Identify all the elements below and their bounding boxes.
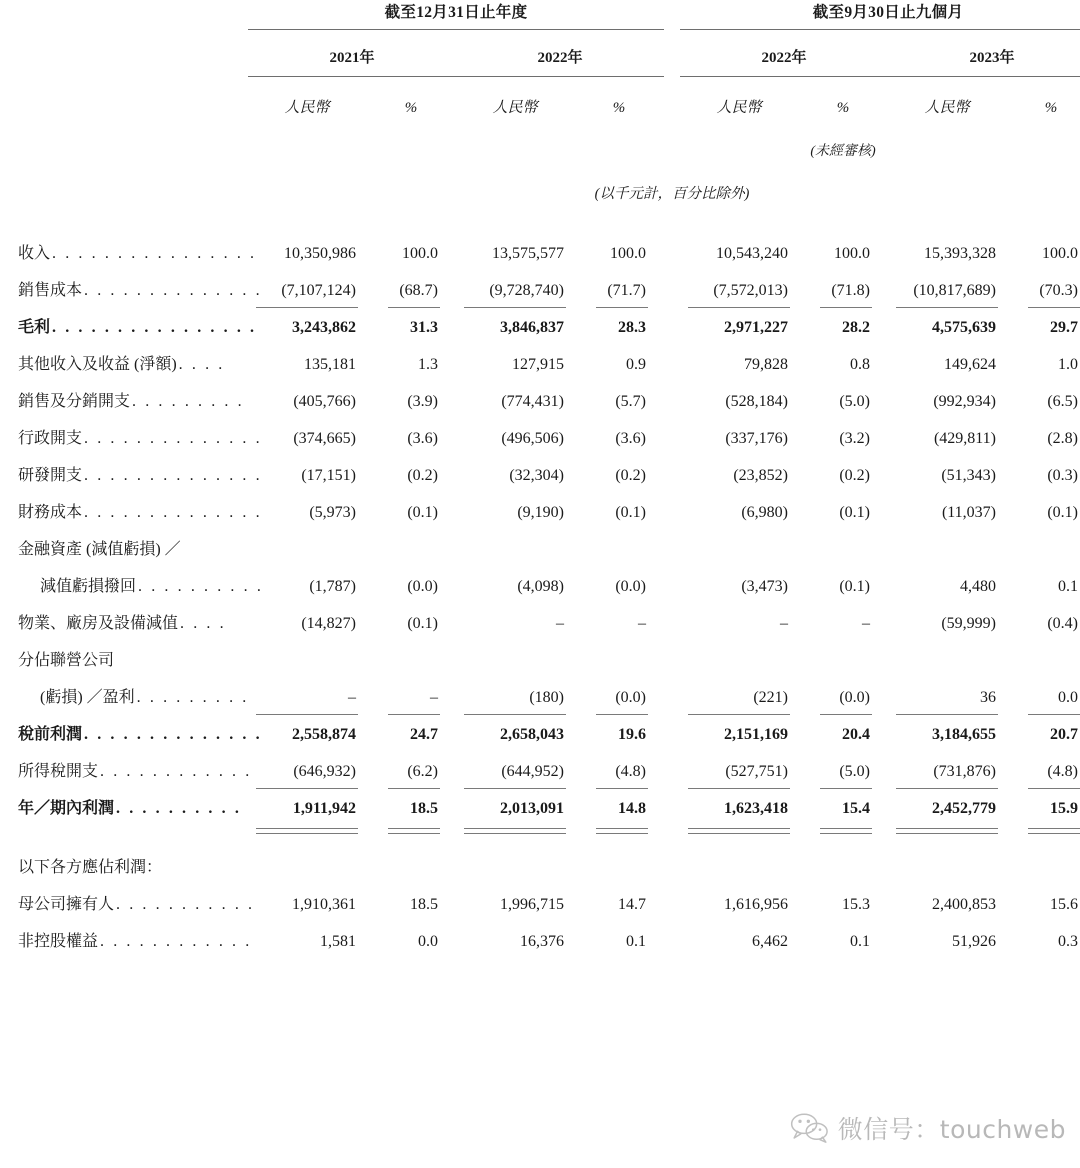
cell-amount: (527,751) — [725, 763, 788, 780]
cell-amount: 127,915 — [512, 356, 564, 373]
column-gap — [664, 566, 680, 603]
dot-leader: . . . . . . . . . . . . — [100, 763, 252, 780]
unaudited-blank-8 — [888, 119, 1006, 160]
row-label-text: 所得稅開支 — [18, 763, 99, 780]
dot-leader: . . . . . . . . . . — [116, 800, 242, 817]
cell-amount: 16,376 — [520, 933, 564, 950]
cell-percent: (0.2) — [407, 467, 438, 484]
cell-percent: 0.9 — [626, 356, 646, 373]
cell-amount: 6,462 — [752, 933, 788, 950]
cell-amount: (731,876) — [933, 763, 996, 780]
table-row — [0, 677, 1080, 714]
cell-percent: 0.1 — [850, 933, 870, 950]
year-gap — [664, 30, 680, 76]
cell-percent: (4.8) — [615, 763, 646, 780]
cell-percent: 18.5 — [366, 788, 456, 825]
cell-percent: (0.3) — [1047, 467, 1078, 484]
cell-amount: (774,431) — [501, 393, 564, 410]
cell-amount: 13,575,577 — [492, 245, 564, 262]
unaudited-blank-4 — [456, 119, 574, 160]
column-gap — [664, 714, 680, 751]
row-label — [0, 529, 248, 566]
row-label-text: 分佔聯營公司 — [18, 652, 115, 669]
cell-amount: – — [556, 615, 564, 632]
cell-amount: (4,098) — [517, 578, 564, 595]
cell-percent: 0.1 — [626, 933, 646, 950]
cell-percent: (0.4) — [1047, 615, 1078, 632]
cell-percent: 100.0 — [610, 245, 646, 262]
column-gap — [664, 884, 680, 921]
row-label-text: 收入 — [18, 245, 51, 262]
unaudited-note: (未經審核) — [810, 144, 876, 159]
table-header — [0, 0, 1080, 233]
table-row — [0, 344, 1080, 381]
cell-percent: (3.9) — [407, 393, 438, 410]
table-row — [0, 751, 1080, 788]
year-2022-nine-months: 2022年 — [761, 50, 807, 66]
cell-percent: (0.1) — [839, 578, 870, 595]
spacer-cell — [664, 825, 680, 847]
table-row — [0, 233, 1080, 270]
table-row — [0, 847, 1080, 884]
unaudited-blank-5 — [574, 119, 664, 160]
cell-amount: (32,304) — [509, 467, 564, 484]
cell-amount: 36 — [980, 689, 996, 706]
dot-leader: . . . . . . . . . . . . . . . . — [52, 245, 257, 262]
cell-amount: (992,934) — [933, 393, 996, 410]
cell-amount — [680, 847, 798, 884]
cell-percent: 15.4 — [798, 788, 888, 825]
cell-amount: (374,665) — [293, 430, 356, 447]
cell-percent: (70.3) — [1039, 282, 1078, 299]
cell-percent — [1006, 529, 1080, 566]
row-label — [0, 921, 252, 958]
table-body — [0, 233, 1080, 958]
cell-percent — [798, 847, 888, 884]
unaudited-blank-7 — [680, 119, 798, 160]
dot-leader: . . . . . . . . . . . . . . — [84, 504, 263, 521]
cell-amount: (1,787) — [309, 578, 356, 595]
cell-percent — [366, 847, 456, 884]
row-label — [0, 233, 257, 270]
row-label — [0, 270, 263, 307]
year-2022-annual: 2022年 — [537, 50, 583, 66]
unit-pct-2022-nine: % — [836, 100, 850, 116]
cell-percent: 20.4 — [798, 714, 888, 751]
units-note-row — [0, 160, 1080, 233]
cell-amount: 15,393,328 — [924, 245, 996, 262]
cell-percent: (0.2) — [615, 467, 646, 484]
cell-amount: 4,480 — [960, 578, 996, 595]
cell-percent: 19.6 — [574, 714, 664, 751]
row-label — [0, 418, 263, 455]
row-label — [0, 714, 263, 751]
cell-percent: 15.6 — [1050, 896, 1078, 913]
unit-row-blank — [0, 77, 248, 119]
cell-percent: (68.7) — [399, 282, 438, 299]
column-gap — [664, 492, 680, 529]
cell-percent: (0.2) — [839, 467, 870, 484]
table-row — [0, 381, 1080, 418]
cell-amount: – — [348, 689, 356, 706]
dot-leader: . . . . . . . . . . . . — [100, 933, 252, 950]
row-label-text: 稅前利潤 — [18, 726, 83, 743]
cell-amount: 1,623,418 — [680, 788, 798, 825]
dot-leader: . . . . . . . . . . . . . . — [84, 282, 263, 299]
cell-amount: 2,151,169 — [680, 714, 798, 751]
row-label-text: 金融資產 (減值虧損) ／ — [18, 541, 181, 558]
cell-percent — [574, 847, 664, 884]
cell-percent: (0.1) — [407, 615, 438, 632]
cell-percent: (5.0) — [839, 393, 870, 410]
cell-amount — [888, 847, 1006, 884]
units-note: (以千元計，百分比除外) — [594, 186, 750, 202]
cell-percent: (3.6) — [407, 430, 438, 447]
cell-percent: (5.0) — [839, 763, 870, 780]
cell-percent: (0.1) — [615, 504, 646, 521]
row-label — [0, 640, 248, 677]
row-label-text: 以下各方應佔利潤： — [18, 859, 163, 876]
dot-leader: . . . . . . . . . . . . . . — [84, 430, 263, 447]
row-label-text: 減值虧損撥回 — [40, 578, 137, 595]
cell-percent: 31.3 — [366, 307, 456, 344]
cell-amount: (7,572,013) — [713, 282, 788, 299]
cell-percent: 0.8 — [850, 356, 870, 373]
cell-percent: 20.7 — [1006, 714, 1080, 751]
cell-amount: (3,473) — [741, 578, 788, 595]
cell-percent: (6.5) — [1047, 393, 1078, 410]
row-label-text: 年／期內利潤 — [18, 800, 115, 817]
cell-percent: (0.1) — [839, 504, 870, 521]
unit-rmb-2023-nine: 人民幣 — [924, 100, 970, 116]
row-label — [0, 307, 257, 344]
table-row — [0, 788, 1080, 825]
row-label-text: 物業、廠房及設備減值 — [18, 615, 179, 632]
column-gap — [664, 344, 680, 381]
cell-percent: (0.1) — [407, 504, 438, 521]
row-label-text: 銷售成本 — [18, 282, 83, 299]
cell-amount: (23,852) — [733, 467, 788, 484]
cell-amount: (9,728,740) — [489, 282, 564, 299]
table-row — [0, 418, 1080, 455]
cell-percent — [574, 640, 664, 677]
cell-amount: – — [780, 615, 788, 632]
cell-amount: 10,350,986 — [284, 245, 356, 262]
cell-amount: (10,817,689) — [913, 282, 996, 299]
cell-percent: (6.2) — [407, 763, 438, 780]
cell-percent — [798, 529, 888, 566]
cell-amount: (7,107,124) — [281, 282, 356, 299]
cell-amount: 1,910,361 — [292, 896, 356, 913]
cell-amount — [680, 529, 798, 566]
cell-amount — [456, 529, 574, 566]
column-gap — [664, 233, 680, 270]
row-label-text: 財務成本 — [18, 504, 83, 521]
cell-amount: 2,558,874 — [248, 714, 366, 751]
row-label-text: 行政開支 — [18, 430, 83, 447]
table-row — [0, 270, 1080, 307]
cell-amount: 3,184,655 — [888, 714, 1006, 751]
cell-amount: 1,996,715 — [500, 896, 564, 913]
cell-percent — [366, 640, 456, 677]
cell-amount: 3,243,862 — [248, 307, 366, 344]
cell-amount — [248, 529, 366, 566]
dot-leader: . . . . . . . . . . — [138, 578, 264, 595]
unaudited-blank-6 — [664, 119, 680, 160]
cell-percent: (0.0) — [615, 689, 646, 706]
column-gap — [664, 677, 680, 714]
cell-percent: 14.8 — [574, 788, 664, 825]
column-gap — [664, 307, 680, 344]
cell-percent: 29.7 — [1006, 307, 1080, 344]
row-label — [0, 381, 248, 418]
group-gap — [664, 0, 680, 29]
row-label — [0, 788, 248, 825]
cell-percent: (0.0) — [407, 578, 438, 595]
unaudited-blank-1 — [0, 119, 248, 160]
cell-percent: (5.7) — [615, 393, 646, 410]
unaudited-blank-3 — [366, 119, 456, 160]
wechat-icon — [790, 1112, 830, 1144]
cell-amount: 4,575,639 — [888, 307, 1006, 344]
cell-amount: 51,926 — [952, 933, 996, 950]
cell-percent: 100.0 — [402, 245, 438, 262]
cell-percent: 28.3 — [574, 307, 664, 344]
cell-amount: (17,151) — [301, 467, 356, 484]
table-row — [0, 714, 1080, 751]
column-gap — [664, 418, 680, 455]
cell-amount: (9,190) — [517, 504, 564, 521]
unit-rmb-2022-nine: 人民幣 — [716, 100, 762, 116]
row-label — [0, 884, 255, 921]
cell-percent: 1.0 — [1058, 356, 1078, 373]
dot-leader: . . . . . . . . . — [132, 393, 245, 410]
cell-percent: 100.0 — [834, 245, 870, 262]
cell-percent: 0.1 — [1058, 578, 1078, 595]
cell-percent: (2.8) — [1047, 430, 1078, 447]
table-row — [0, 921, 1080, 958]
row-label-text: (虧損) ／盈利 — [40, 689, 135, 706]
cell-percent: 28.2 — [798, 307, 888, 344]
period-group-row — [0, 0, 1080, 29]
cell-percent — [574, 529, 664, 566]
row-label — [0, 603, 248, 640]
unit-gap — [664, 77, 680, 119]
period-group-nine-months: 截至9月30日止九個月 — [812, 4, 964, 21]
cell-percent: 0.0 — [1058, 689, 1078, 706]
cell-amount: (180) — [529, 689, 564, 706]
row-label — [0, 751, 252, 788]
cell-amount: 1,581 — [320, 933, 356, 950]
table-row — [0, 640, 1080, 677]
cell-amount: 10,543,240 — [716, 245, 788, 262]
table-row — [0, 529, 1080, 566]
cell-percent: 100.0 — [1042, 245, 1078, 262]
cell-percent: 0.0 — [418, 933, 438, 950]
year-row-blank — [0, 30, 248, 76]
unit-pct-2021: % — [404, 100, 418, 116]
cell-amount: 1,911,942 — [248, 788, 366, 825]
cell-amount: (496,506) — [501, 430, 564, 447]
column-gap — [664, 381, 680, 418]
cell-percent: – — [862, 615, 870, 632]
column-gap — [664, 529, 680, 566]
cell-amount: (337,176) — [725, 430, 788, 447]
cell-amount: (405,766) — [293, 393, 356, 410]
unit-rmb-2021: 人民幣 — [284, 100, 330, 116]
cell-percent: 15.9 — [1006, 788, 1080, 825]
cell-percent: (0.0) — [615, 578, 646, 595]
dot-leader: . . . . . . . . . — [136, 689, 249, 706]
row-label — [0, 455, 263, 492]
cell-amount — [248, 847, 366, 884]
table-row — [0, 566, 1080, 603]
cell-percent: 24.7 — [366, 714, 456, 751]
cell-amount: (221) — [753, 689, 788, 706]
unit-pct-2022-annual: % — [612, 100, 626, 116]
cell-percent: 15.3 — [842, 896, 870, 913]
cell-amount: 2,013,091 — [456, 788, 574, 825]
dot-leader: . . . . . . . . . . . — [116, 896, 255, 913]
column-gap — [664, 640, 680, 677]
row-label-text: 其他收入及收益 (淨額) — [18, 356, 177, 373]
table-row — [0, 603, 1080, 640]
cell-amount: 149,624 — [944, 356, 996, 373]
wechat-watermark — [790, 1110, 1066, 1146]
unit-rmb-2022-annual: 人民幣 — [492, 100, 538, 116]
row-label-text: 非控股權益 — [18, 933, 99, 950]
units-blank — [0, 160, 248, 233]
cell-amount — [680, 640, 798, 677]
cell-amount: (644,952) — [501, 763, 564, 780]
cell-amount: 2,400,853 — [932, 896, 996, 913]
cell-amount: 79,828 — [744, 356, 788, 373]
cell-percent: (3.2) — [839, 430, 870, 447]
spacer-cell — [0, 825, 248, 847]
column-gap — [664, 270, 680, 307]
cell-percent: (4.8) — [1047, 763, 1078, 780]
cell-amount: (6,980) — [741, 504, 788, 521]
cell-percent: 14.7 — [618, 896, 646, 913]
cell-amount: 135,181 — [304, 356, 356, 373]
cell-amount: (51,343) — [941, 467, 996, 484]
row-label — [0, 492, 263, 529]
column-gap — [664, 921, 680, 958]
cell-percent: 0.3 — [1058, 933, 1078, 950]
cell-percent — [1006, 847, 1080, 884]
cell-amount: 2,452,779 — [888, 788, 1006, 825]
row-label-text: 研發開支 — [18, 467, 83, 484]
table-row — [0, 492, 1080, 529]
cell-amount: (5,973) — [309, 504, 356, 521]
row-label — [0, 344, 248, 381]
cell-percent: (0.1) — [1047, 504, 1078, 521]
cell-amount: (646,932) — [293, 763, 356, 780]
period-group-annual: 截至12月31日止年度 — [384, 4, 528, 21]
cell-percent: – — [430, 689, 438, 706]
cell-amount — [888, 640, 1006, 677]
year-2023-nine-months: 2023年 — [969, 50, 1015, 66]
row-label — [0, 677, 248, 714]
cell-percent — [1006, 640, 1080, 677]
year-2021: 2021年 — [329, 50, 375, 66]
cell-amount: 3,846,837 — [456, 307, 574, 344]
cell-amount: 1,616,956 — [724, 896, 788, 913]
column-gap — [664, 788, 680, 825]
cell-amount: (429,811) — [933, 430, 996, 447]
unaudited-note-row — [0, 119, 1080, 160]
cell-percent: (71.8) — [831, 282, 870, 299]
table-row — [0, 884, 1080, 921]
unit-header-row — [0, 77, 1080, 119]
column-gap — [664, 455, 680, 492]
cell-amount — [888, 529, 1006, 566]
unaudited-blank-2 — [248, 119, 366, 160]
header-corner-blank — [0, 0, 248, 29]
cell-percent — [798, 640, 888, 677]
row-label-text: 銷售及分銷開支 — [18, 393, 131, 410]
table-row — [0, 307, 1080, 344]
cell-amount — [456, 847, 574, 884]
cell-percent: – — [638, 615, 646, 632]
watermark-text: 微信号：touchweb — [837, 1115, 1066, 1144]
unit-pct-2023-nine: % — [1044, 100, 1058, 116]
row-label-text: 母公司擁有人 — [18, 896, 115, 913]
cell-percent: (3.6) — [615, 430, 646, 447]
dot-leader: . . . . . . . . . . . . . . — [84, 467, 263, 484]
cell-percent — [366, 529, 456, 566]
cell-percent: 18.5 — [410, 896, 438, 913]
cell-amount: (59,999) — [941, 615, 996, 632]
dot-leader: . . . . . . . . . . . . . . . . — [52, 319, 257, 336]
cell-amount — [456, 640, 574, 677]
column-gap — [664, 751, 680, 788]
unaudited-blank-9 — [1006, 119, 1080, 160]
cell-percent: 1.3 — [418, 356, 438, 373]
column-gap — [664, 603, 680, 640]
dot-leader: . . . . — [180, 615, 227, 632]
row-label-text: 毛利 — [18, 319, 51, 336]
dot-leader: . . . . — [178, 356, 225, 373]
year-header-row — [0, 30, 1080, 76]
column-gap — [664, 847, 680, 884]
row-label — [0, 847, 248, 884]
cell-amount: 2,971,227 — [680, 307, 798, 344]
cell-amount: (528,184) — [725, 393, 788, 410]
cell-percent: (0.0) — [839, 689, 870, 706]
cell-amount: 2,658,043 — [456, 714, 574, 751]
cell-amount: (14,827) — [301, 615, 356, 632]
cell-percent: (71.7) — [607, 282, 646, 299]
table-row — [0, 455, 1080, 492]
dot-leader: . . . . . . . . . . . . . . — [84, 726, 263, 743]
cell-amount: (11,037) — [941, 504, 996, 521]
row-label — [0, 566, 264, 603]
cell-amount — [248, 640, 366, 677]
